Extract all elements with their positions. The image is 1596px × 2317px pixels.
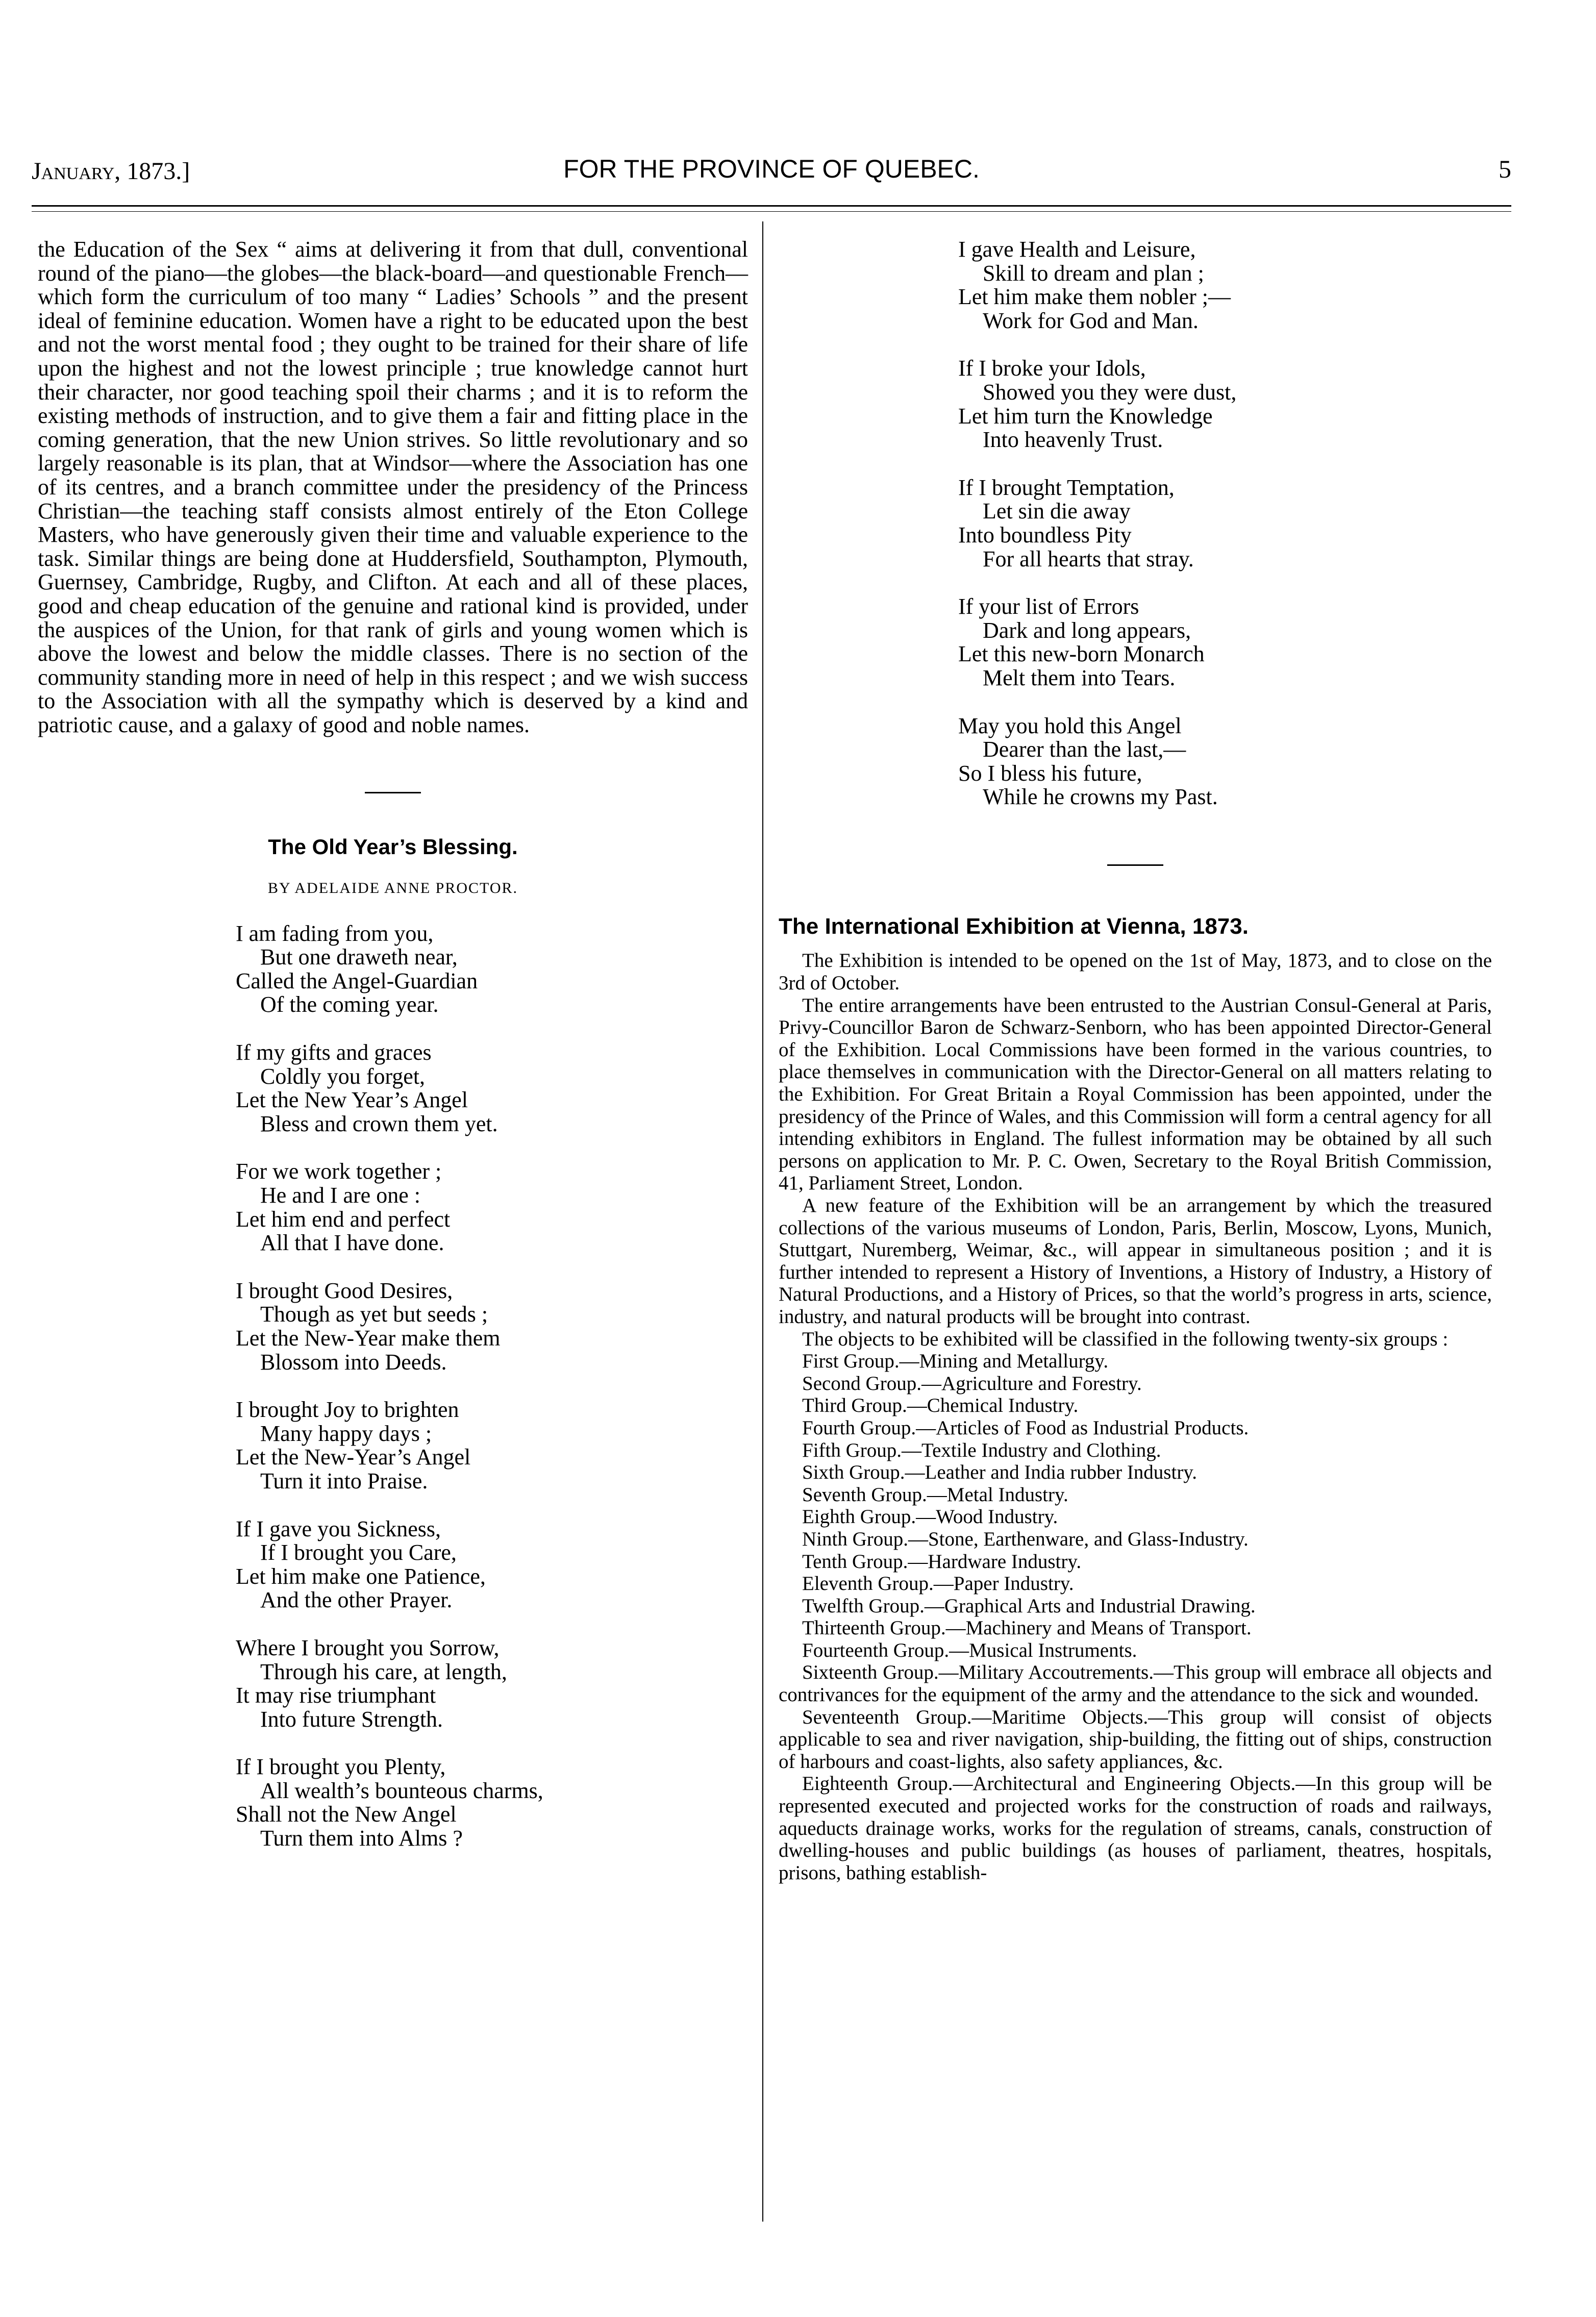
header-rule-thin — [32, 211, 1511, 212]
poem-line: It may rise triumphant — [236, 1683, 436, 1708]
poem-line: Work for God and Man. — [983, 308, 1199, 333]
poem-line: Let the New-Year make them — [236, 1325, 501, 1351]
poem-stanza — [958, 595, 1492, 690]
poem-title: The Old Year’s Blessing. — [268, 835, 518, 859]
poem-line: For all hearts that stray. — [983, 546, 1194, 571]
group-item: Third Group.—Chemical Industry. — [802, 1394, 1079, 1417]
group-item: Eighth Group.—Wood Industry. — [802, 1506, 1058, 1528]
poem-line: If my gifts and graces — [236, 1040, 432, 1065]
poem-line: I am fading from you, — [236, 920, 434, 946]
poem-line: Melt them into Tears. — [983, 665, 1176, 690]
poem-stanza — [236, 1160, 748, 1255]
poem-line: I gave Health and Leisure, — [958, 237, 1196, 262]
poem-line: Let him make them nobler ;— — [958, 284, 1231, 310]
page-header — [32, 149, 1511, 190]
poem-line: If I broke your Idols, — [958, 356, 1146, 381]
group-item: Second Group.—Agriculture and Forestry. — [802, 1372, 1142, 1394]
poem-line: Turn them into Alms ? — [260, 1826, 463, 1851]
poem-line: Let him turn the Knowledge — [958, 403, 1213, 429]
poem-line: He and I are one : — [260, 1183, 420, 1208]
column-divider — [762, 221, 763, 2222]
group-item: Fourth Group.—Articles of Food as Industrial Products. — [802, 1416, 1249, 1439]
poem-line: Bless and crown them yet. — [260, 1111, 498, 1136]
group-item: Thirteenth Group.—Machinery and Means of Transport. — [802, 1617, 1252, 1639]
group-item: Eleventh Group.—Paper Industry. — [802, 1573, 1074, 1595]
poem-stanza — [958, 476, 1492, 571]
poem-line: Turn it into Praise. — [260, 1468, 428, 1493]
poem-line: Into heavenly Trust. — [983, 427, 1163, 453]
group-item: Twelfth Group.—Graphical Arts and Industrial Drawing. — [802, 1595, 1256, 1617]
article-paragraph: The entire arrangements have been entrusted to the Austrian Consul-General at Paris, Privy-Councillor Baron de Schwarz-Senborn, who has been appointed Director-General of the Exhibition. Local Commissions have been formed in the various countries, to place themselves in communication with the Director-General on all matters relating to the Exhibition. For Great Britain a Royal Commission has been appointed, under the presidency of the Prince of Wales, and this Commission will form a central agency for all intending exhibitors in England. The fullest information may be obtained by all such persons on application to Mr. P. C. Owen, Secretary to the Royal British Commission, 41, Parliament Street, London. — [779, 994, 1492, 1194]
poem-line: If I gave you Sickness, — [236, 1516, 441, 1541]
group-item: Sixth Group.—Leather and India rubber Industry. — [802, 1461, 1198, 1484]
poem-stanza — [236, 1279, 748, 1374]
group-item: Tenth Group.—Hardware Industry. — [802, 1550, 1082, 1573]
poem-line: All that I have done. — [260, 1230, 444, 1256]
poem-line: Into boundless Pity — [958, 522, 1132, 547]
poem-stanza — [236, 1517, 748, 1612]
header-rule-thick — [32, 205, 1511, 207]
continued-paragraph: the Education of the Sex “ aims at delivering it from that dull, conventional round of the piano—the globes—the black-board—and questionable French—which form the curriculum of too many “ Ladies’ Schools ” and the present ideal of feminine education. Women have a right to be educated upon the best and not the worst mental food ; they ought to be trained for their share of life upon the highest and not the lowest principle ; true knowledge cannot hurt their character, nor good teaching spoil their charms ; and it is to reform the existing methods of instruction, and to give them a fair and fitting place in the coming generation, that the new Union strives. So little revolutionary and so largely reasonable is its plan, that at Windsor—where the Association has one of its centres, and a branch committee under the presidency of the Princess Christian—the teaching staff consists almost entirely of the Eton College Masters, who have generously given their time and valuable experience to the task. Similar things are being done at Huddersfield, Southampton, Plymouth, Guernsey, Cambridge, Rugby, and Clifton. At each and all of these places, good and cheap education of the genuine and rational kind is provided, under the auspices of the Union, for that rank of girls and young women which is above the lowest and below the middle classes. There is no section of the community standing more in need of help in this respect ; and we wish success to the Association with all the sympathy which is deserved by a kind and patriotic cause, and a galaxy of good and noble names. — [38, 237, 748, 737]
poem-line: If I brought Temptation, — [958, 475, 1175, 500]
poem-line: For we work together ; — [236, 1159, 442, 1184]
poem-stanza — [958, 714, 1492, 809]
poem-line: Shall not the New Angel — [236, 1802, 457, 1827]
header-date: January, 1873.] — [32, 158, 190, 185]
poem-line: Skill to dream and plan ; — [983, 260, 1204, 286]
poem-line: Dearer than the last,— — [983, 737, 1186, 762]
group-paragraph: Sixteenth Group.—Military Accoutrements.—This group will embrace all objects and contrivances for the equipment of the army and the attendance to the sick and wounded. — [779, 1661, 1492, 1706]
poem-line: Many happy days ; — [260, 1421, 432, 1446]
poem-line: So I bless his future, — [958, 760, 1142, 786]
poem-line: Let the New-Year’s Angel — [236, 1444, 471, 1470]
poem-line: Blossom into Deeds. — [260, 1349, 447, 1375]
poem-line: And the other Prayer. — [260, 1587, 453, 1613]
header-title: FOR THE PROVINCE OF QUEBEC. — [563, 155, 980, 183]
poem-byline: BY ADELAIDE ANNE PROCTOR. — [267, 880, 518, 897]
group-item: First Group.—Mining and Metallurgy. — [802, 1350, 1109, 1373]
group-item: Fifth Group.—Textile Industry and Clothing. — [802, 1439, 1161, 1461]
poem-left — [38, 922, 748, 1851]
poem-stanza — [236, 1755, 748, 1850]
poem-line: Let this new-born Monarch — [958, 641, 1205, 667]
poem-line: May you hold this Angel — [958, 713, 1182, 738]
poem-line: Let sin die away — [983, 499, 1131, 524]
poem-line: While he crowns my Past. — [983, 784, 1218, 810]
poem-line: Through his care, at length, — [260, 1659, 507, 1684]
poem-line: I brought Joy to brighten — [236, 1397, 459, 1423]
poem-line: But one draweth near, — [260, 944, 458, 970]
poem-line: Let the New Year’s Angel — [236, 1087, 468, 1113]
poem-line: Dark and long appears, — [983, 617, 1191, 643]
group-paragraph: Eighteenth Group.—Architectural and Engineering Objects.—In this group will be represented executed and projected works for the construction of roads and railways, aqueducts drainage works, works for the regulation of streams, canals, construction of dwelling-houses and public buildings (as houses of parliament, theatres, hospitals, prisons, bathing establish- — [779, 1773, 1492, 1884]
page-number: 5 — [1499, 155, 1511, 183]
poem-line: Though as yet but seeds ; — [260, 1302, 488, 1327]
group-paragraph: Seventeenth Group.—Maritime Objects.—This group will consist of objects applicable to sea and river navigation, ship-building, the fitting out of ships, construction of harbours and coast-lights, also safety appliances, &c. — [779, 1706, 1492, 1773]
left-column — [38, 238, 748, 1851]
right-column — [779, 238, 1492, 1884]
poem-line: Let him make one Patience, — [236, 1563, 486, 1589]
poem-stanza — [236, 1636, 748, 1731]
article-paragraph: A new feature of the Exhibition will be an arrangement by which the treasured collections of the various museums of London, Paris, Berlin, Moscow, Lyons, Munich, Stuttgart, Nuremberg, Weimar, &c., will appear in simultaneous position ; and it is further intended to represent a History of Inventions, a History of Industry, a History of Natural Productions, and a History of Prices, so that the world’s progress in arts, science, industry, and natural products will be brought into contrast. — [779, 1194, 1492, 1328]
poem-line: Where I brought you Sorrow, — [236, 1635, 500, 1660]
poem-line: All wealth’s bounteous charms, — [260, 1778, 543, 1803]
article-paragraph: The objects to be exhibited will be classified in the following twenty-six groups : — [802, 1328, 1449, 1350]
group-list — [779, 1350, 1492, 1661]
poem-line: Let him end and perfect — [236, 1206, 451, 1232]
poem-line: If I brought you Care, — [260, 1540, 457, 1565]
poem-line: Of the coming year. — [260, 992, 439, 1017]
poem-stanza — [236, 922, 748, 1017]
poem-line: If your list of Errors — [958, 594, 1139, 619]
poem-line: Showed you they were dust, — [983, 379, 1237, 405]
poem-line: Called the Angel-Guardian — [236, 968, 478, 993]
poem-line: Coldly you forget, — [260, 1063, 426, 1089]
poem-stanza — [236, 1398, 748, 1493]
poem-stanza — [958, 357, 1492, 452]
poem-line: Into future Strength. — [260, 1706, 443, 1732]
poem-stanza — [236, 1041, 748, 1136]
poem-line: I brought Good Desires, — [236, 1278, 453, 1303]
article-body — [779, 950, 1492, 1884]
poem-right — [779, 238, 1492, 809]
poem-stanza — [958, 238, 1492, 333]
article-paragraph: The Exhibition is intended to be opened on the 1st of May, 1873, and to close on the 3rd of October. — [779, 950, 1492, 994]
poem-line: If I brought you Plenty, — [236, 1754, 446, 1780]
group-item: Ninth Group.—Stone, Earthenware, and Glass-Industry. — [802, 1528, 1249, 1550]
article-title: The International Exhibition at Vienna, 1873. — [779, 913, 1249, 939]
group-item: Fourteenth Group.—Musical Instruments. — [802, 1639, 1137, 1661]
group-item: Seventh Group.—Metal Industry. — [802, 1483, 1068, 1506]
